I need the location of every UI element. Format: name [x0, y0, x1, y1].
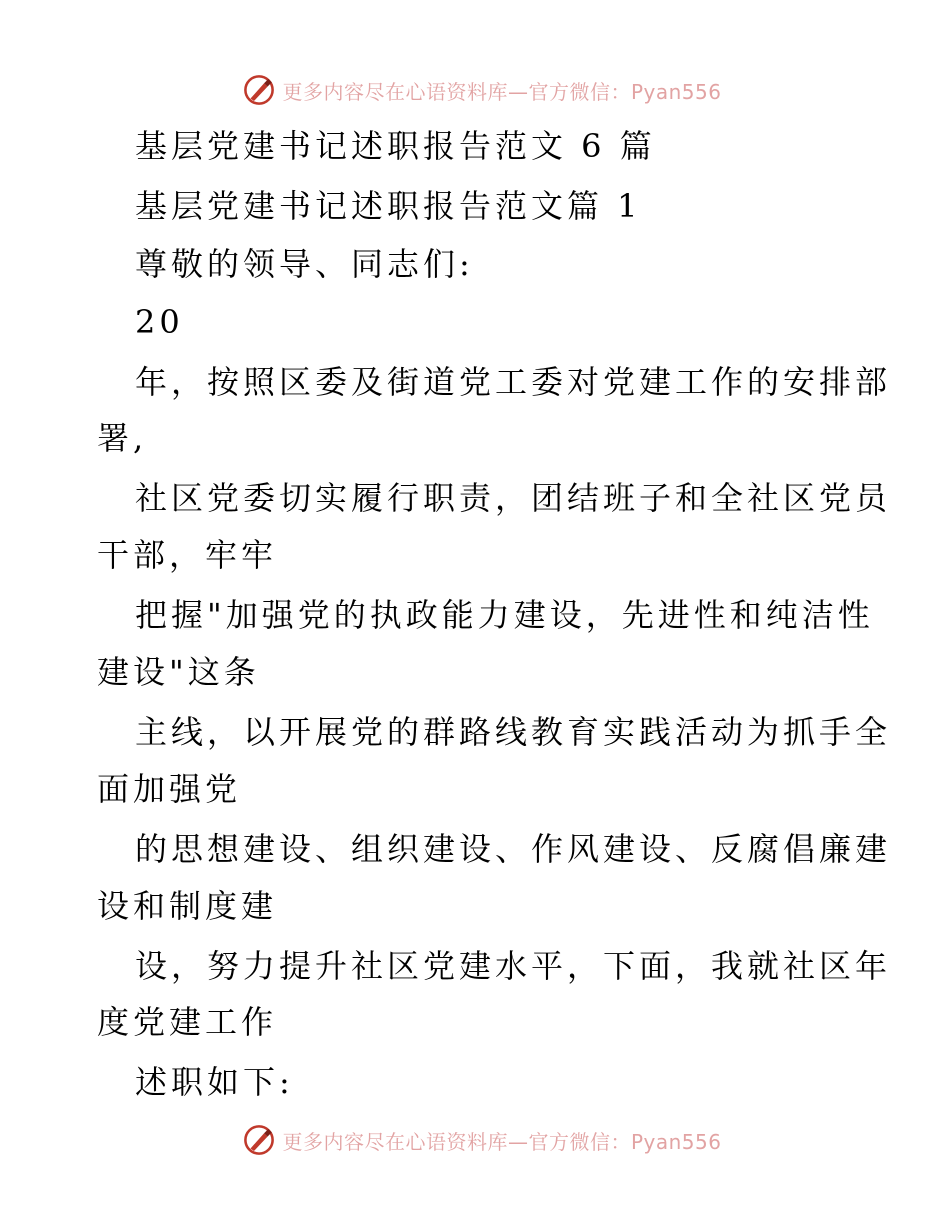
footer-watermark-text: 更多内容尽在心语资料库—官方微信：Pyan556: [282, 1129, 722, 1154]
text-line: 设和制度建: [97, 887, 278, 925]
text-line: 20: [135, 303, 184, 341]
text-line: 把握"加强党的执政能力建设，先进性和纯洁性: [135, 596, 874, 634]
header-watermark-text: 更多内容尽在心语资料库—官方微信：Pyan556: [282, 79, 722, 104]
pen-circle-logo-icon: [242, 1123, 276, 1157]
text-line: 社区党委切实履行职责，团结班子和全社区党员: [135, 479, 892, 517]
text-line: 署,: [97, 419, 148, 457]
section-heading: 基层党建书记述职报告范文篇 1: [135, 187, 642, 225]
text-line: 度党建工作: [97, 1003, 278, 1041]
footer-watermark-content: [228, 1123, 721, 1157]
text-line: 设，努力提升社区党建水平，下面，我就社区年: [135, 947, 892, 985]
text-line: 干部，牢牢: [97, 536, 278, 574]
text-line: 年，按照区委及街道党工委对党建工作的安排部: [135, 363, 892, 401]
text-line: 述职如下:: [135, 1063, 294, 1101]
text-line: 建设"这条: [97, 653, 260, 691]
text-line: 的思想建设、组织建设、作风建设、反腐倡廉建: [135, 830, 892, 868]
text-line: 面加强党: [97, 770, 242, 808]
text-line: 主线，以开展党的群路线教育实践活动为抓手全: [135, 713, 892, 751]
document-title: 基层党建书记述职报告范文 6 篇: [135, 127, 656, 165]
footer-watermark-banner: [0, 1120, 950, 1160]
salutation: 尊敬的领导、同志们:: [135, 245, 474, 283]
